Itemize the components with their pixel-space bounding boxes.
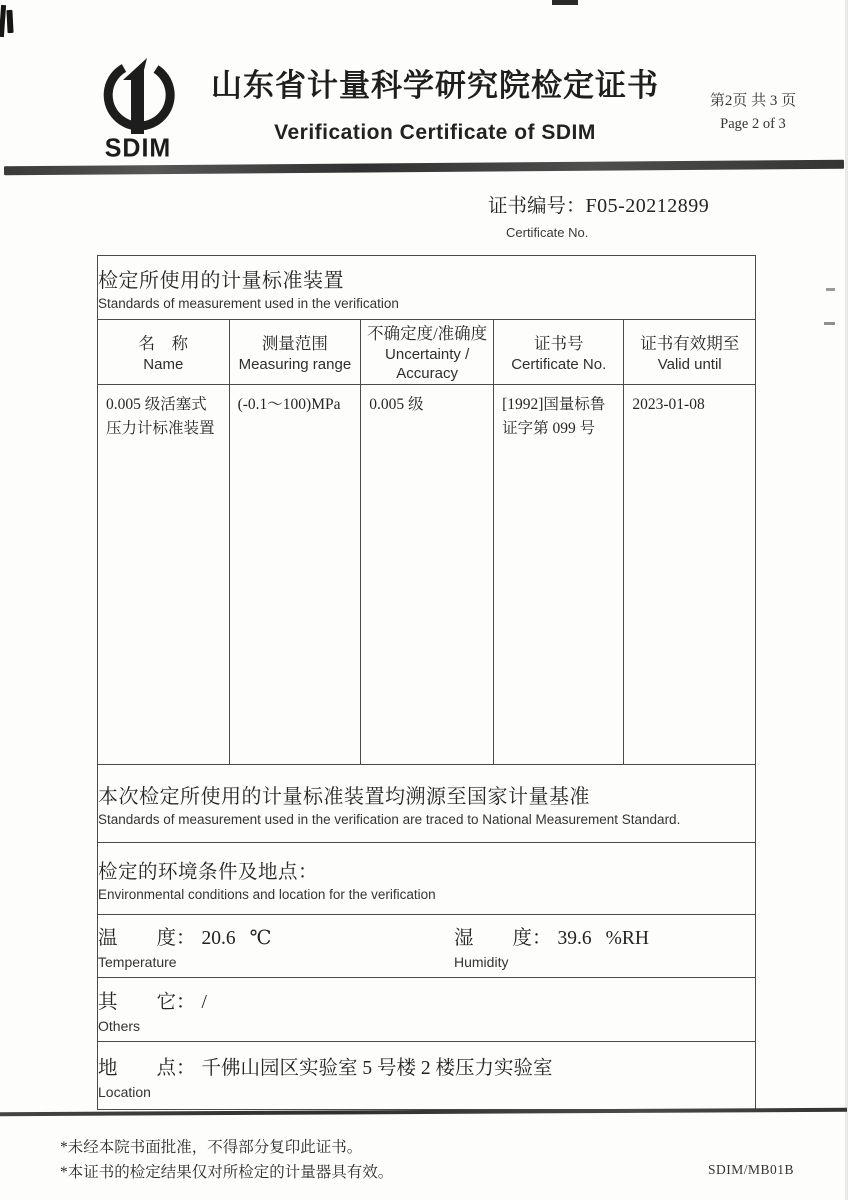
scan-artifact: [824, 322, 835, 325]
cell-valid-until: 2023-01-08: [624, 385, 756, 765]
others-label-en: Others: [98, 1017, 141, 1034]
environment-title-zh: 检定的环境条件及地点：: [98, 861, 319, 883]
temperature-field: [98, 922, 755, 970]
scan-artifact: [6, 10, 13, 33]
environment-section-header: [98, 843, 756, 915]
standards-table: [97, 255, 756, 1110]
footnote-2: *本证书的检定结果仅对所检定的计量器具有效。: [60, 1163, 394, 1181]
certificate-number-label-en: Certificate No.: [506, 225, 589, 240]
sdim-logo: [82, 56, 194, 163]
location-field: [98, 1052, 755, 1100]
certificate-number-value: F05-20212899: [585, 195, 710, 217]
sdim-logo-text: SDIM: [104, 133, 172, 163]
standards-section-header: [98, 256, 756, 320]
title-zh: 山东省计量科学研究院检定证书: [211, 68, 659, 103]
cell-measuring-range: (-0.1～100)MPa: [229, 385, 361, 765]
location-row: [98, 1042, 756, 1110]
humidity-label-en: Humidity: [454, 954, 509, 970]
traceability-statement: [98, 765, 756, 843]
humidity-label: 湿 度：: [454, 928, 552, 949]
standards-section-title-zh: 检定所使用的计量标准装置: [98, 270, 344, 292]
scan-artifact: [552, 0, 578, 5]
others-field: [98, 986, 755, 1034]
standards-section-title-en: Standards of measurement used in the verification: [98, 296, 399, 311]
humidity-value: 39.6: [557, 928, 592, 949]
scan-artifact: [826, 288, 835, 291]
humidity-field: [454, 922, 649, 970]
col-header-certificate-no: 证书号 Certificate No.: [494, 320, 624, 385]
scan-artifact: [0, 5, 6, 37]
certificate-number-block: [488, 190, 709, 240]
location-label-en: Location: [98, 1083, 151, 1100]
others-label: 其 它：: [98, 991, 196, 1013]
temperature-label: 温 度：: [98, 928, 196, 949]
environment-title-en: Environmental conditions and location for the verification: [98, 886, 436, 902]
others-row: [98, 978, 756, 1042]
traceability-en: Standards of measurement used in the verification are traced to National Measurement Standard.: [98, 812, 681, 827]
cell-accuracy: 0.005 级: [361, 385, 494, 765]
temperature-unit: ℃: [249, 928, 272, 949]
certificate-number-label: 证书编号：: [488, 196, 586, 217]
title-en: Verification Certificate of SDIM: [274, 121, 596, 144]
temperature-humidity-row: [98, 915, 756, 978]
others-value: /: [201, 991, 207, 1013]
cell-standard-name: 0.005 级活塞式压力计标准装置: [98, 385, 230, 765]
sdim-logo-icon: [90, 56, 186, 140]
temperature-label-en: Temperature: [98, 954, 177, 970]
location-label: 地 点：: [98, 1057, 196, 1079]
temperature-value: 20.6: [201, 928, 236, 949]
footnote-1: *未经本院书面批准，不得部分复印此证书。: [60, 1139, 363, 1156]
table-row: [98, 385, 756, 765]
page-indicator-zh: 第2页 共 3 页: [709, 93, 797, 109]
col-header-valid-until: 证书有效期至 Valid until: [624, 320, 756, 385]
page-indicator-en: Page 2 of 3: [720, 116, 786, 133]
col-header-name: 名 称 Name: [98, 320, 230, 385]
footnotes: [60, 1136, 393, 1186]
col-header-measuring-range: 测量范围 Measuring range: [229, 320, 361, 385]
page-indicator: [678, 90, 828, 136]
col-header-uncertainty: 不确定度/准确度 Uncertainty / Accuracy: [361, 320, 494, 385]
location-value: 千佛山园区实验室 5 号楼 2 楼压力实验室: [201, 1057, 553, 1079]
document-titles: [196, 60, 674, 145]
cell-certificate-no: [1992]国量标鲁证字第 099 号: [494, 385, 624, 765]
traceability-zh: 本次检定所使用的计量标准装置均溯源至国家计量基准: [98, 786, 590, 808]
humidity-unit: %RH: [605, 928, 649, 949]
form-number: SDIM/MB01B: [708, 1162, 795, 1177]
